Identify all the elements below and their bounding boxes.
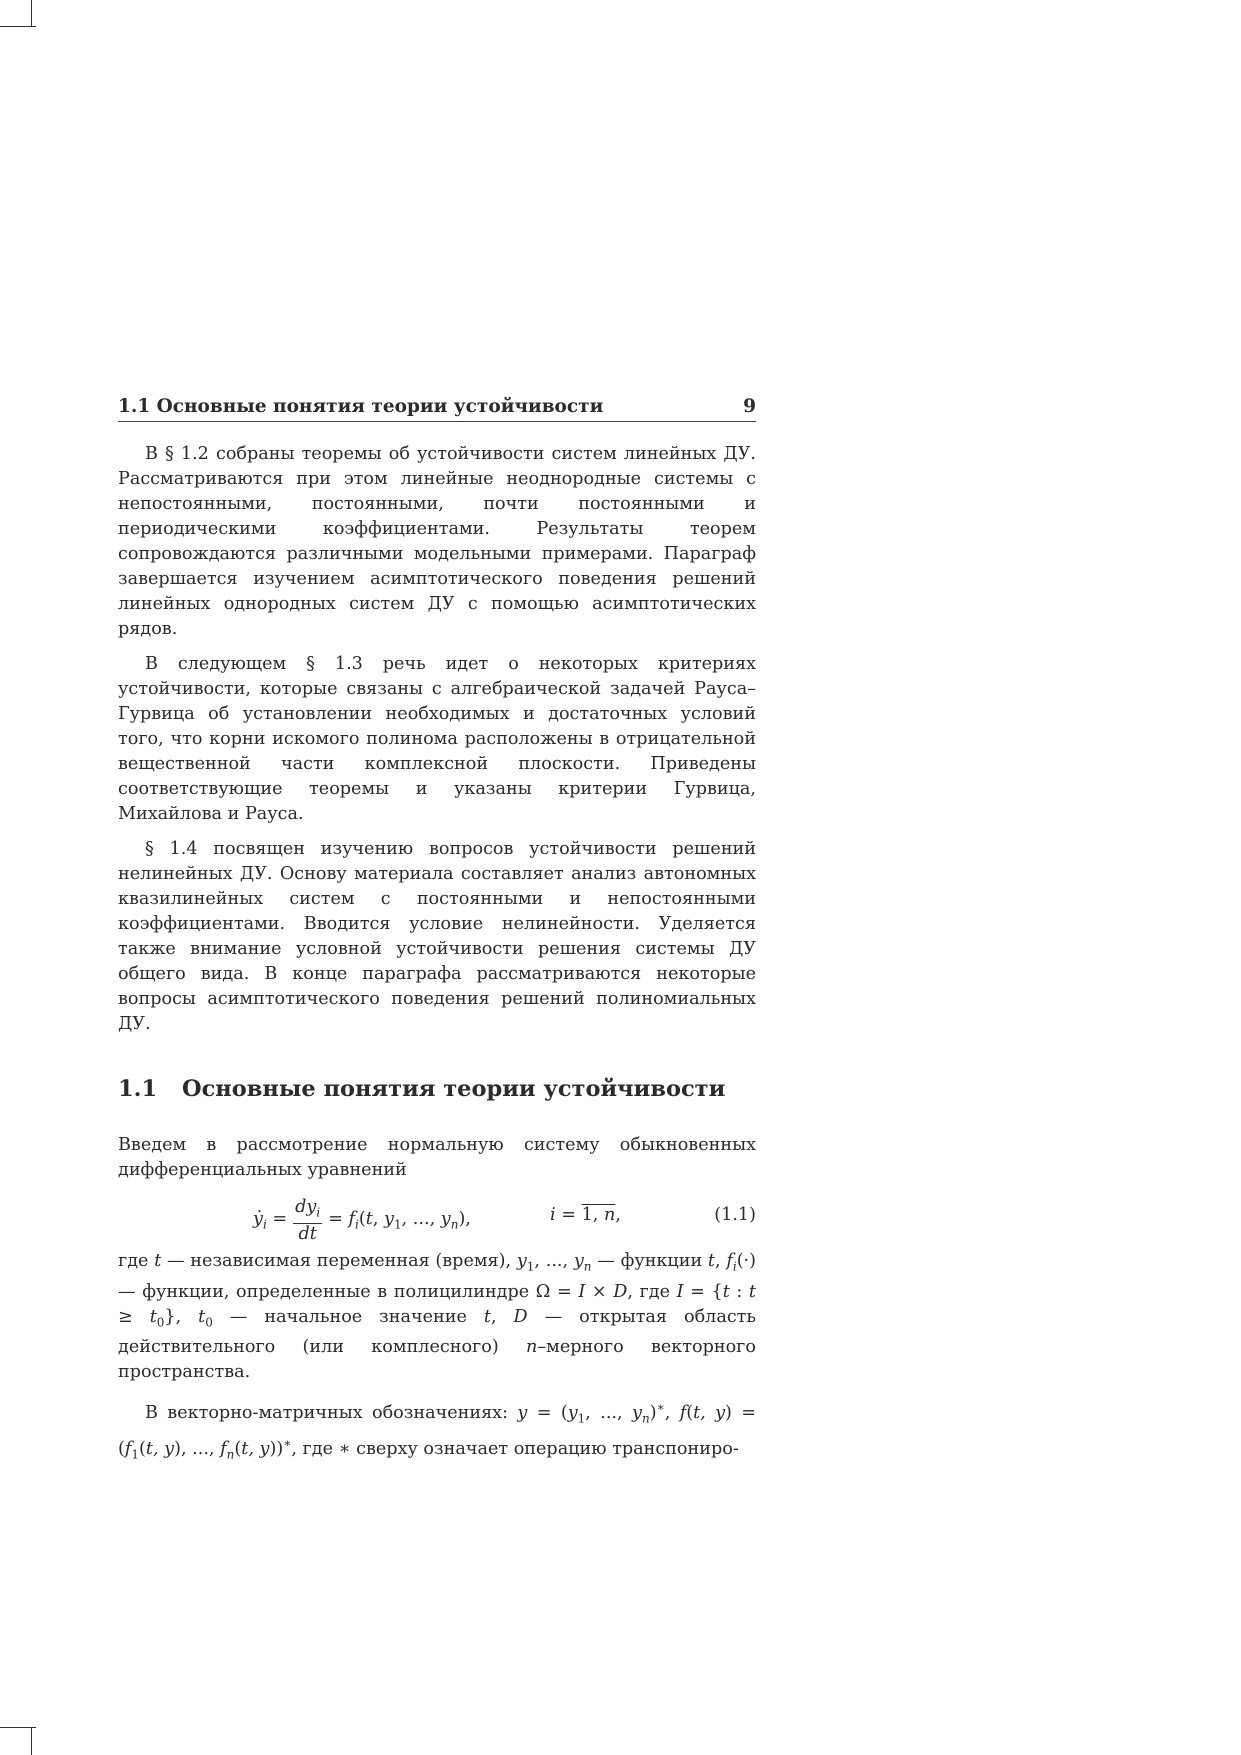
intro-paragraph-3: § 1.4 посвящен изучению вопросов устойчивости решений нелинейных ДУ. Основу материала составляет анализ автономных квазилинейных систем с постоянными и непостоянными коэффициентами. Вводится условие нелинейности. Уделяется также внимание условной устойчивости решения системы ДУ общего вида. В конце параграфа рассматриваются некоторые вопросы асимптотического поведения решений полиномиальных ДУ.	[118, 839, 756, 1034]
body-paragraph-definitions: где t — независимая переменная (время), $y_1$, ..., $y_n$ — функции t, $f_i(\cdot)$ — функции, определенные в полицилиндре Ω = I × D, где I = {t : $t \ge t_0$}, $t_0$ — начальное значение t, D — открытая область действительного (или комплесного) n–мерного векторного пространства.	[118, 1251, 757, 1383]
p6-text-b: , где ∗ сверху означает операцию транспониро-	[291, 1439, 739, 1460]
p5-text-h: –мерного векторного пространства.	[118, 1337, 756, 1383]
equation-condition: i = 1, n,	[550, 1205, 621, 1225]
equation-fraction: $\frac{dy_i}{dt}$	[295, 1197, 321, 1244]
body-paragraph-intro: Введем в рассмотрение нормальную систему обыкновенных дифференциальных уравнений	[118, 1135, 756, 1180]
section-heading	[118, 1075, 756, 1103]
p5-text-b: — независимая переменная (время),	[161, 1251, 517, 1271]
equation-body: ẏ$_i$ = $\frac{dy_i}{dt}$ = $f_i(t$, $y_1$, ..., $y_n$),	[253, 1197, 471, 1244]
crop-mark-top-horizontal	[0, 26, 36, 27]
intro-paragraph-2: В следующем § 1.3 речь идет о некоторых критериях устойчивости, которые связаны с алгебраической задачей Рауса–Гурвица об установлении необходимых и достаточных условий того, что корни искомого полинома расположены в отрицательной вещественной части комплексной плоскости. Приведены соответствующие теоремы и указаны критерии Гурвица, Михайлова и Рауса.	[118, 654, 756, 824]
section-title: Основные понятия теории устойчивости	[182, 1076, 726, 1102]
p6-text-a: В векторно-матричных обозначениях:	[145, 1402, 518, 1423]
p5-text-a: где	[118, 1251, 155, 1271]
intro-paragraph-1: В § 1.2 собраны теоремы об устойчивости систем линейных ДУ. Рассматриваются при этом линейные неоднородные системы с непостоянными, постоянными, почти постоянными и периодическими коэффициентами. Результаты теорем сопровождаются различными модельными примерами. Параграф завершается изучением асимптотического поведения решений линейных однородных систем ДУ с помощью асимптотических рядов.	[118, 444, 756, 639]
body-paragraph-vector-notation: В векторно-матричных обозначениях: $y = (y_1$, ..., $y_n)^∗$, f(t, $y) = (f_1(t$, y), ..., $f_n(t$, y))∗, где ∗ сверху означает операцию транспониро-	[118, 1400, 757, 1462]
p5-text-c: — функции	[591, 1251, 708, 1271]
running-head-title: 1.1 Основные понятия теории устойчивости	[118, 396, 604, 417]
p5-text-g: — открытая область действительного (или комплесного)	[118, 1306, 756, 1358]
p5-text-e: , где	[627, 1281, 677, 1302]
running-head	[118, 396, 756, 422]
p5-text-f: — начальное значение	[212, 1306, 484, 1327]
crop-mark-top-vertical	[31, 0, 32, 27]
p5-text-d: — функции, определенные в полицилиндре	[118, 1281, 536, 1302]
page-number: 9	[743, 396, 756, 417]
section-number: 1.1	[118, 1076, 158, 1102]
equation-number: (1.1)	[714, 1205, 756, 1225]
crop-mark-bottom-vertical	[31, 1727, 32, 1755]
equation-1-1	[118, 1191, 756, 1243]
page	[118, 396, 756, 1468]
